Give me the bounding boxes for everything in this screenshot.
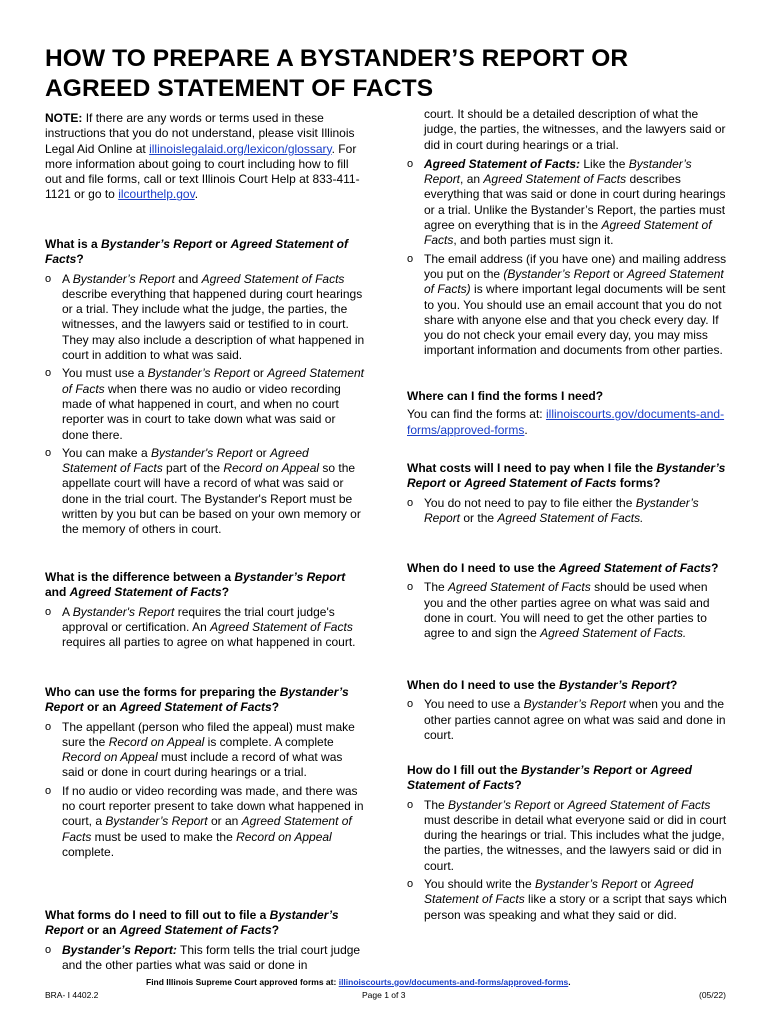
- glossary-link[interactable]: illinoislegalaid.org/lexicon/glossary: [149, 141, 332, 156]
- section-heading: What costs will I need to pay when I file the Bystander’s Report or Agreed Statement of Facts forms?: [407, 461, 726, 491]
- section-heading: Who can use the forms for preparing the Bystander’s Report or an Agreed Statement of Facts?: [45, 685, 349, 715]
- section-how-fill: [407, 763, 730, 923]
- bullet-list: [407, 157, 730, 359]
- list-item: o If no audio or video recording was made, and there was no court reporter present to take down what happened in court, a Bystander’s Report or an Agreed Statement of Facts must be used to make the Record on Appeal complete.: [45, 783, 364, 859]
- note-text-2: . For more information about going to court including how to fill out and file forms, call or text Illinois Court Help at 833-411-1121 or go to: [45, 141, 360, 202]
- bullet-list: [407, 798, 730, 923]
- list-item: o You can make a Bystander's Report or Agreed Statement of Facts part of the Record on Appeal so the appellate court will have a record of what was said or done in the trial court. The Bystander's Report must be written by you but can be based on your own memory or the memory of others in court.: [45, 445, 361, 537]
- section-heading: What forms do I need to fill out to file a Bystander’s Report or an Agreed Statement of Facts?: [45, 908, 339, 938]
- list-item: o The Agreed Statement of Facts should be used when you and the other parties agree on what was said and done in court. You will need to get the other parties to agree to and sign the Agreed Statement of Facts.: [407, 580, 710, 641]
- list-item: o A Bystander’s Report and Agreed Statement of Facts describe everything that happened during court hearings or a trial. They include what the judge, the parties, the witnesses, and the lawyers said or testified to in court. They may also include a description of what happened in court in addition to what was said.: [45, 271, 365, 363]
- section-heading: What is a Bystander’s Report or Agreed Statement of Facts?: [45, 237, 348, 267]
- footer-find-forms: Find Illinois Supreme Court approved forms at: illinoiscourts.gov/documents-and-forms/approved-forms.: [146, 977, 571, 987]
- note-text-3: .: [194, 187, 199, 202]
- bullet-list: [45, 605, 365, 651]
- section-what-forms: [45, 908, 365, 973]
- bullet-list: [45, 943, 365, 974]
- list-item: o The appellant (person who filed the appeal) must make sure the Record on Appeal is complete. A complete Record on Appeal must include a record of what was said or done in court during hearings or a trial.: [45, 719, 355, 780]
- section-what-is: [45, 237, 365, 538]
- note-label: NOTE:: [45, 111, 83, 125]
- continued-text: court. It should be a detailed description of what the judge, the parties, the witnesses, and the lawyers said or did in court during hearings or a trial.: [424, 107, 726, 152]
- section-difference: [45, 570, 365, 650]
- hollow-circle-bullet-icon: o: [45, 367, 52, 380]
- section-where-forms: [407, 389, 730, 438]
- list-item: o Bystander’s Report: This form tells the trial court judge and the other parties what was said or done in: [45, 942, 361, 972]
- bullet-list: [407, 580, 730, 641]
- hollow-circle-bullet-icon: o: [407, 157, 414, 170]
- list-item: o You do not need to pay to file either the Bystander’s Report or the Agreed Statement of Facts.: [407, 495, 699, 525]
- hollow-circle-bullet-icon: o: [45, 272, 52, 285]
- section-heading: How do I fill out the Bystander’s Report or Agreed Statement of Facts?: [407, 763, 692, 793]
- list-item: o The Bystander’s Report or Agreed Statement of Facts must describe in detail what everyone said or did in court during the hearings or trial. This includes what the judge, the parties, the witnesses, and the lawyers said or did in court.: [407, 797, 727, 873]
- hollow-circle-bullet-icon: o: [407, 496, 414, 509]
- hollow-circle-bullet-icon: o: [45, 720, 52, 733]
- bullet-list: [407, 496, 730, 527]
- hollow-circle-bullet-icon: o: [407, 252, 414, 265]
- approved-forms-link[interactable]: illinoiscourts.gov/documents-and-forms/approved-forms: [407, 407, 725, 437]
- revision-date: (05/22): [699, 990, 726, 1000]
- hollow-circle-bullet-icon: o: [45, 605, 52, 618]
- form-code: BRA- I 4402.2: [45, 990, 99, 1000]
- bullet-list: [45, 720, 365, 861]
- footer-find-text: Find Illinois Supreme Court approved forms at:: [146, 977, 337, 987]
- list-item: o A Bystander's Report requires the trial court judge's approval or certification. An Agreed Statement of Facts requires all parties to agree on what happened in court.: [45, 604, 356, 650]
- section-when-bystander: [407, 678, 730, 743]
- hollow-circle-bullet-icon: o: [407, 878, 414, 891]
- hollow-circle-bullet-icon: o: [45, 446, 52, 459]
- forms-continued: [407, 107, 730, 359]
- page-number: Page 1 of 3: [362, 990, 406, 1000]
- section-heading: Where can I find the forms I need?: [407, 389, 604, 403]
- section-costs: [407, 461, 730, 526]
- page-title: HOW TO PREPARE A BYSTANDER’S REPORT OR AGREED STATEMENT OF FACTS: [45, 45, 629, 102]
- note-paragraph: [45, 111, 365, 203]
- hollow-circle-bullet-icon: o: [407, 798, 414, 811]
- section-who-can-use: [45, 685, 365, 860]
- ilcourthelp-link[interactable]: ilcourthelp.gov: [118, 187, 195, 202]
- list-item: o You must use a Bystander’s Report or Agreed Statement of Facts when there was no audio or video recording made of what happened in court, and when no court reporter was in court to take down what was said or done there.: [45, 366, 364, 442]
- note-text-1: If there are any words or terms used in these instructions that you do not understand, please visit Illinois Legal Aid Online at: [45, 111, 355, 156]
- section-heading: When do I need to use the Bystander’s Report?: [407, 678, 678, 692]
- footer-forms-link[interactable]: illinoiscourts.gov/documents-and-forms/approved-forms: [338, 977, 569, 987]
- section-heading: When do I need to use the Agreed Statement of Facts?: [407, 561, 719, 575]
- list-item: o You should write the Bystander’s Report or Agreed Statement of Facts like a story or a script that says which person was speaking and what they said or did.: [407, 877, 727, 922]
- hollow-circle-bullet-icon: o: [407, 698, 414, 711]
- note-section: [45, 111, 365, 203]
- bullet-list: [407, 697, 730, 743]
- hollow-circle-bullet-icon: o: [45, 784, 52, 797]
- list-item: o Agreed Statement of Facts: Like the Bystander’s Report, an Agreed Statement of Facts describes everything that was said or done in court during hearings or a trial. Unlike the Bystander’s Report, the parties must agree on everything that is in the Agreed Statement of Facts, and both parties must sign it.: [407, 156, 726, 248]
- where-forms-text: You can find the forms at: illinoiscourts.gov/documents-and-forms/approved-forms.: [407, 407, 725, 437]
- hollow-circle-bullet-icon: o: [45, 943, 52, 956]
- list-item: o You need to use a Bystander’s Report when you and the other parties cannot agree on what was said and done in court.: [407, 697, 726, 742]
- bullet-list: [45, 272, 365, 538]
- list-item: o The email address (if you have one) and mailing address you put on the (Bystander’s Report or Agreed Statement of Facts) is where important legal documents will be sent to you. You should use an email account that you do not share with anyone else and that you check every day. If you do not check your email every day, you may miss important information and documents from other parties.: [407, 251, 727, 358]
- section-heading: What is the difference between a Bystander’s Report and Agreed Statement of Facts?: [45, 570, 346, 600]
- section-when-agreed: [407, 561, 730, 641]
- hollow-circle-bullet-icon: o: [407, 581, 414, 594]
